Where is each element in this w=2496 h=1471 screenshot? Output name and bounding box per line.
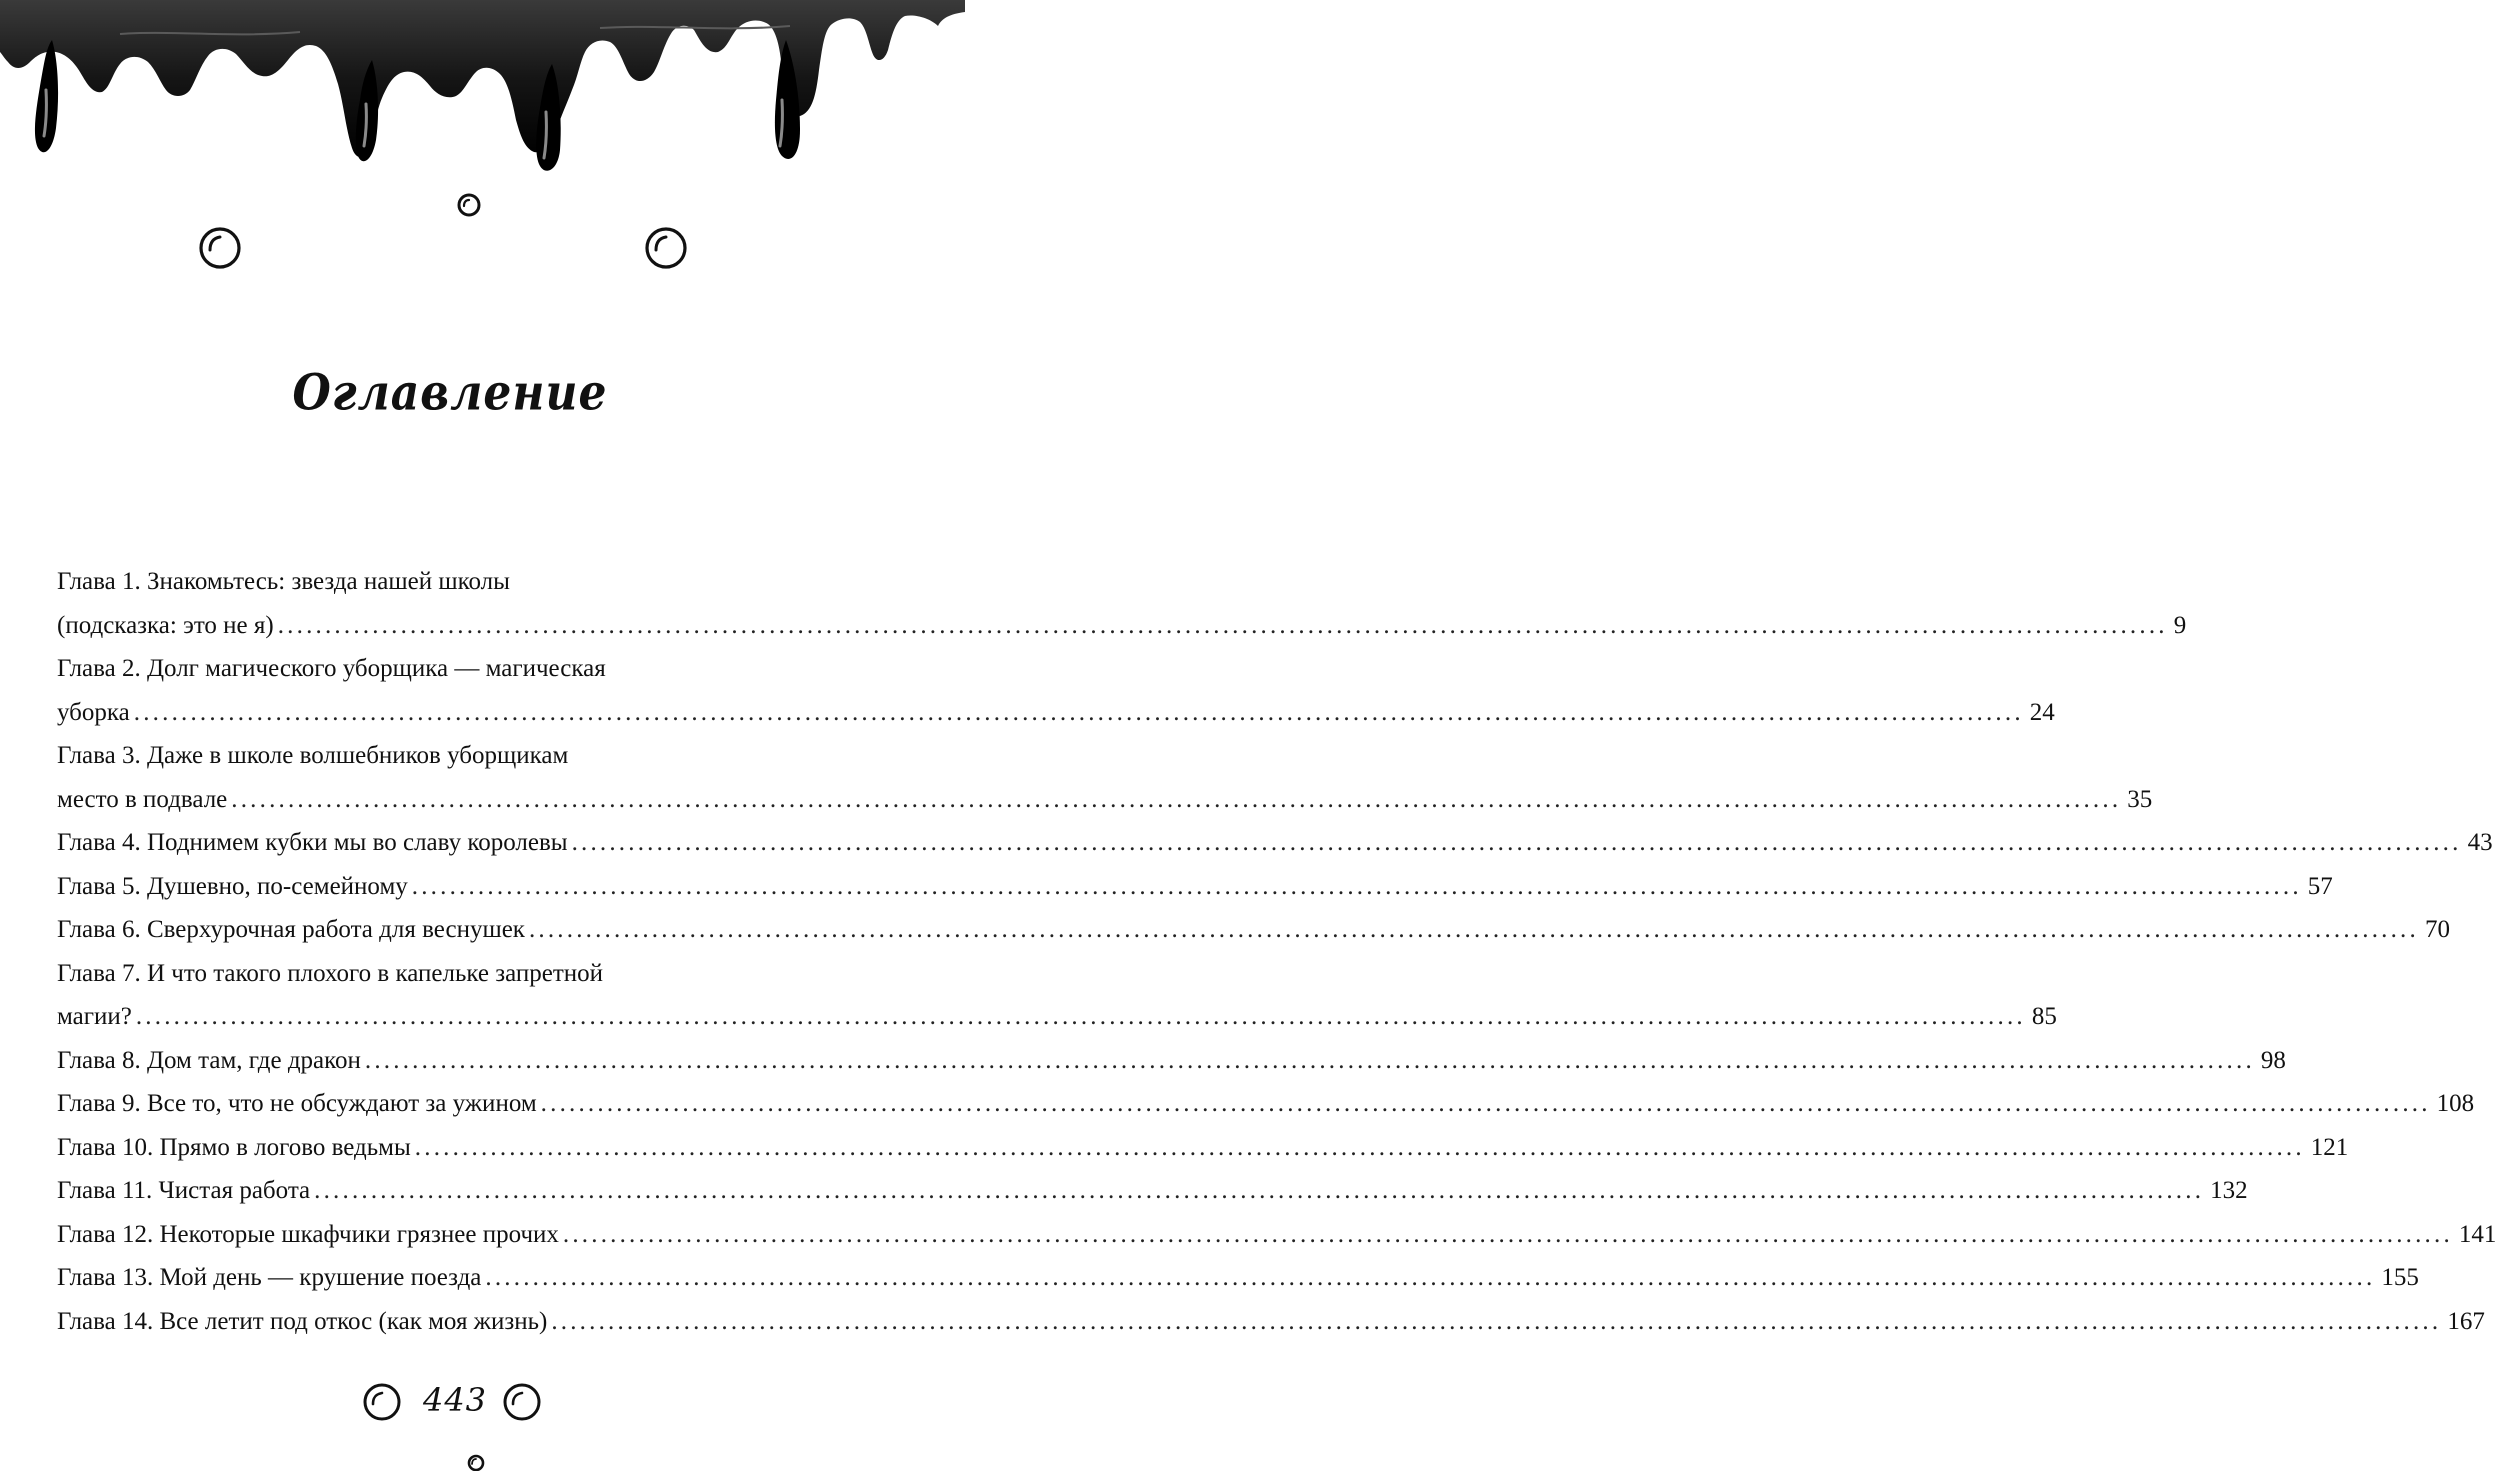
toc-page-number: 98 <box>2260 1046 2286 1074</box>
toc-entry[interactable] <box>57 1039 2286 1083</box>
toc-page-number: 108 <box>2436 1090 2475 1117</box>
toc-entry-title: Глава 4. Поднимем кубки мы во славу королевы <box>57 829 568 856</box>
toc-entry-title: Глава 12. Некоторые шкафчики грязнее прочих <box>57 1220 559 1248</box>
toc-entry[interactable] <box>57 865 2333 909</box>
page-title: Оглавление <box>292 364 608 423</box>
bubble-icon <box>466 1454 486 1471</box>
toc-leader-dots: ........................................................................................................................................................................................................ <box>414 1133 2305 1161</box>
toc-entry[interactable] <box>57 647 2055 734</box>
toc-page-number: 155 <box>2381 1264 2419 1291</box>
toc-leader-dots: ........................................................................................................................................................................................................ <box>571 829 2462 856</box>
toc-leader-dots: ........................................................................................................................................................................................................ <box>528 916 2419 943</box>
toc-leader-dots: ........................................................................................................................................................................................................ <box>135 1003 2026 1030</box>
toc-entry-title: Глава 7. И что такого плохого в капельке запретной <box>57 959 604 987</box>
toc-entry[interactable] <box>57 908 2450 952</box>
toc-entry[interactable] <box>57 1169 2248 1213</box>
toc-entry-title: (подсказка: это не я) <box>57 611 274 639</box>
toc-entry[interactable] <box>57 1082 2475 1126</box>
toc-list <box>57 560 2496 1343</box>
toc-page-number: 70 <box>2424 916 2450 943</box>
toc-leader-dots: ........................................................................................................................................................................................................ <box>551 1307 2442 1335</box>
toc-page-number: 121 <box>2310 1133 2349 1161</box>
toc-entry-title: Глава 2. Долг магического уборщика — магическая <box>57 655 606 682</box>
toc-leader-dots: ........................................................................................................................................................................................................ <box>277 611 2168 639</box>
toc-page-number: 132 <box>2210 1177 2248 1204</box>
bubble-icon <box>500 1382 544 1422</box>
toc-entry-title: Глава 10. Прямо в логово ведьмы <box>57 1133 411 1161</box>
toc-page-number: 35 <box>2127 785 2153 813</box>
toc-leader-dots: ........................................................................................................................................................................................................ <box>485 1264 2376 1291</box>
toc-entry-title: Глава 5. Душевно, по-семейному <box>57 872 408 900</box>
toc-page-number: 141 <box>2458 1220 2496 1248</box>
toc-entry[interactable] <box>57 1300 2485 1344</box>
toc-page-number: 167 <box>2447 1307 2485 1335</box>
toc-page-number: 24 <box>2029 698 2055 726</box>
toc-entry-title: место в подвале <box>57 785 228 813</box>
toc-entry-title: Глава 14. Все летит под откос (как моя жизнь) <box>57 1307 548 1335</box>
toc-entry-title: Глава 8. Дом там, где дракон <box>57 1046 361 1074</box>
toc-entry-title: Глава 6. Сверхурочная работа для веснушек <box>57 916 525 943</box>
toc-entry[interactable] <box>57 821 2493 865</box>
toc-page-number: 43 <box>2467 829 2493 856</box>
toc-leader-dots: ........................................................................................................................................................................................................ <box>562 1220 2453 1248</box>
toc-entry[interactable] <box>57 734 2153 821</box>
toc-leader-dots: ........................................................................................................................................................................................................ <box>364 1046 2255 1074</box>
toc-entry[interactable] <box>57 952 2057 1039</box>
bubble-icon <box>642 224 690 272</box>
toc-leader-dots: ........................................................................................................................................................................................................ <box>314 1177 2205 1204</box>
page-number: 443 <box>422 1381 488 1419</box>
toc-leader-dots: ........................................................................................................................................................................................................ <box>411 872 2302 900</box>
toc-entry[interactable] <box>57 1213 2496 1257</box>
slime-drip-icon <box>0 0 1000 190</box>
toc-page-number: 9 <box>2173 611 2187 639</box>
toc-entry-title: Глава 1. Знакомьтесь: звезда нашей школы <box>57 568 510 595</box>
page-number-block <box>360 1378 550 1422</box>
toc-entry[interactable] <box>57 1126 2349 1170</box>
toc-leader-dots: ........................................................................................................................................................................................................ <box>540 1090 2431 1117</box>
toc-entry-title: Глава 13. Мой день — крушение поезда <box>57 1264 482 1291</box>
bubble-icon <box>196 224 244 272</box>
toc-entry[interactable] <box>57 560 2187 647</box>
toc-entry-title: магии? <box>57 1003 132 1030</box>
toc-page-number: 57 <box>2307 872 2333 900</box>
bubble-icon <box>456 192 482 218</box>
toc-page-number: 85 <box>2031 1003 2057 1030</box>
toc-leader-dots: ........................................................................................................................................................................................................ <box>133 698 2024 726</box>
toc-leader-dots: ........................................................................................................................................................................................................ <box>231 785 2122 813</box>
toc-entry-title: Глава 3. Даже в школе волшебников уборщикам <box>57 742 569 769</box>
toc-entry[interactable] <box>57 1256 2419 1300</box>
toc-entry-title: уборка <box>57 698 130 726</box>
toc-entry-title: Глава 11. Чистая работа <box>57 1177 311 1204</box>
toc-entry-title: Глава 9. Все то, что не обсуждают за ужином <box>57 1090 537 1117</box>
